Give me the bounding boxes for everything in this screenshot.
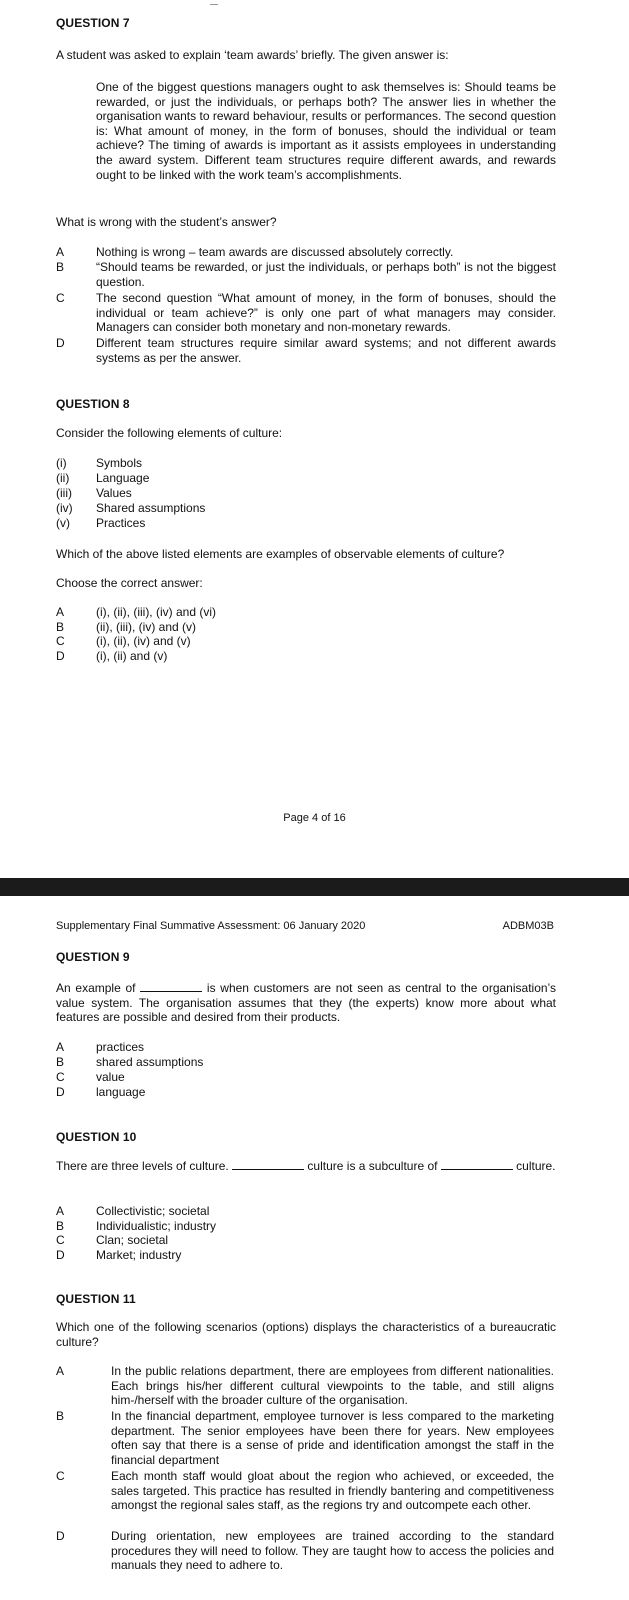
question-9-text-start: An example of: [56, 981, 141, 995]
page-top-fragment: [210, 0, 218, 5]
element-number: (v): [56, 516, 70, 530]
option-letter: D: [56, 1529, 65, 1543]
page-separator: [0, 878, 629, 896]
option-letter: A: [56, 1040, 65, 1054]
option-letter: D: [56, 1248, 65, 1262]
question-10-text-part2: culture is a subculture of: [304, 1159, 441, 1173]
document-page-5: [0, 896, 629, 1600]
question-10-text-part3: culture.: [512, 1159, 556, 1173]
option-text: (i), (ii) and (v): [96, 649, 168, 663]
option-letter: A: [56, 1364, 65, 1378]
option-text: In the public relations department, there are employees from different nationalities. Each brings his/her different cultural viewpoints to the table, and still aligns him-/herself with the broader culture of the organisation.: [111, 1364, 554, 1408]
question-7-quoted-answer: One of the biggest questions managers ought to ask themselves is: Should teams be rewarded, or just the individuals, or perhaps both? The answer lies in whether the organisation wants to reward behaviour, results or performances. The second question is: What amount of money, in the form of bonuses, should the individual or team achieve? The timing of awards is important as it assists employees in understanding the award system. Different team structures require different awards, and rewards ought to be linked with the work team’s accomplishments.: [96, 80, 556, 182]
option-letter: C: [56, 1070, 65, 1084]
option-letter: C: [56, 291, 65, 305]
option-letter: D: [56, 649, 65, 663]
question-8-prompt: Which of the above listed elements are examples of observable elements of culture?: [56, 547, 505, 561]
question-10-text-part1: There are three levels of culture.: [56, 1159, 233, 1173]
question-10-text: [56, 1159, 556, 1174]
question-9-title: QUESTION 9: [56, 950, 130, 964]
option-text: The second question “What amount of money, in the form of bonuses, should the individual or team achieve?” is only one part of what managers may consider. Managers can consider both monetary and non-monetary rewards.: [96, 291, 556, 335]
page-number-footer: Page 4 of 16: [283, 812, 346, 824]
option-letter: B: [56, 1409, 65, 1423]
option-letter: C: [56, 1233, 65, 1247]
option-text: During orientation, new employees are trained according to the standard procedures they will need to follow. They are taught how to access the policies and manuals they need to adhere to.: [111, 1529, 554, 1573]
element-text: Language: [96, 471, 150, 485]
element-text: Values: [96, 486, 132, 500]
option-letter: D: [56, 336, 65, 350]
question-8-choose: Choose the correct answer:: [56, 576, 203, 590]
option-text: Individualistic; industry: [96, 1219, 217, 1233]
option-letter: B: [56, 1055, 65, 1069]
element-text: Practices: [96, 516, 146, 530]
option-text: practices: [96, 1040, 145, 1054]
question-9-text: [56, 981, 556, 1025]
option-text: (i), (ii), (iv) and (v): [96, 634, 191, 648]
question-7-intro: A student was asked to explain ‘team awards’ briefly. The given answer is:: [56, 48, 449, 62]
option-text: Each month staff would gloat about the region who achieved, or exceeded, the sales targeted. This practice has resulted in friendly bantering and competitiveness amongst the regional sales staff, as the regions try and outcompete each other.: [111, 1469, 554, 1513]
option-letter: C: [56, 1469, 65, 1483]
element-number: (iii): [56, 486, 72, 500]
element-number: (iv): [56, 501, 73, 515]
option-text: In the financial department, employee turnover is less compared to the marketing department. The senior employees have been there for years. New employees often say that there is a sense of pride and identification amongst the staff in the financial department: [111, 1409, 554, 1467]
option-text: shared assumptions: [96, 1055, 204, 1069]
option-text: Clan; societal: [96, 1233, 169, 1247]
option-text: Market; industry: [96, 1248, 182, 1262]
answer-blank: [140, 981, 202, 992]
option-letter: D: [56, 1085, 65, 1099]
element-number: (i): [56, 456, 67, 470]
option-text: Collectivistic; societal: [96, 1204, 210, 1218]
option-letter: C: [56, 634, 65, 648]
option-text: (ii), (iii), (iv) and (v): [96, 620, 196, 634]
answer-blank-1: [232, 1159, 304, 1170]
element-text: Symbols: [96, 456, 143, 470]
element-text: Shared assumptions: [96, 501, 206, 515]
module-code: ADBM03B: [502, 920, 554, 932]
option-text: Nothing is wrong – team awards are discussed absolutely correctly.: [96, 245, 454, 259]
option-text: value: [96, 1070, 125, 1084]
question-7-title: QUESTION 7: [56, 16, 130, 30]
question-10-title: QUESTION 10: [56, 1130, 137, 1144]
option-text: language: [96, 1085, 146, 1099]
option-text: Different team structures require similar award systems; and not different awards systems as per the answer.: [96, 336, 556, 365]
option-letter: A: [56, 1204, 65, 1218]
question-8-intro: Consider the following elements of culture:: [56, 426, 283, 440]
option-letter: A: [56, 605, 65, 619]
assessment-header: Supplementary Final Summative Assessment: 06 January 2020: [56, 920, 366, 932]
question-11-title: QUESTION 11: [56, 1292, 136, 1306]
option-letter: B: [56, 1219, 65, 1233]
option-text: (i), (ii), (iii), (iv) and (vi): [96, 605, 216, 619]
question-11-prompt: Which one of the following scenarios (options) displays the characteristics of a bureaucratic culture?: [56, 1320, 556, 1349]
question-7-prompt: What is wrong with the student’s answer?: [56, 215, 277, 229]
question-9-text-end: is when customers are not seen as central to the organisation’s value system. The organisation assumes that they (the experts) know more about what features are possible and desired from their products.: [56, 981, 556, 1025]
option-text: “Should teams be rewarded, or just the individuals, or perhaps both” is not the biggest question.: [96, 260, 556, 289]
option-letter: B: [56, 620, 65, 634]
option-letter: A: [56, 245, 65, 259]
question-8-title: QUESTION 8: [56, 397, 130, 411]
element-number: (ii): [56, 471, 70, 485]
answer-blank-2: [441, 1159, 513, 1170]
option-letter: B: [56, 260, 65, 274]
